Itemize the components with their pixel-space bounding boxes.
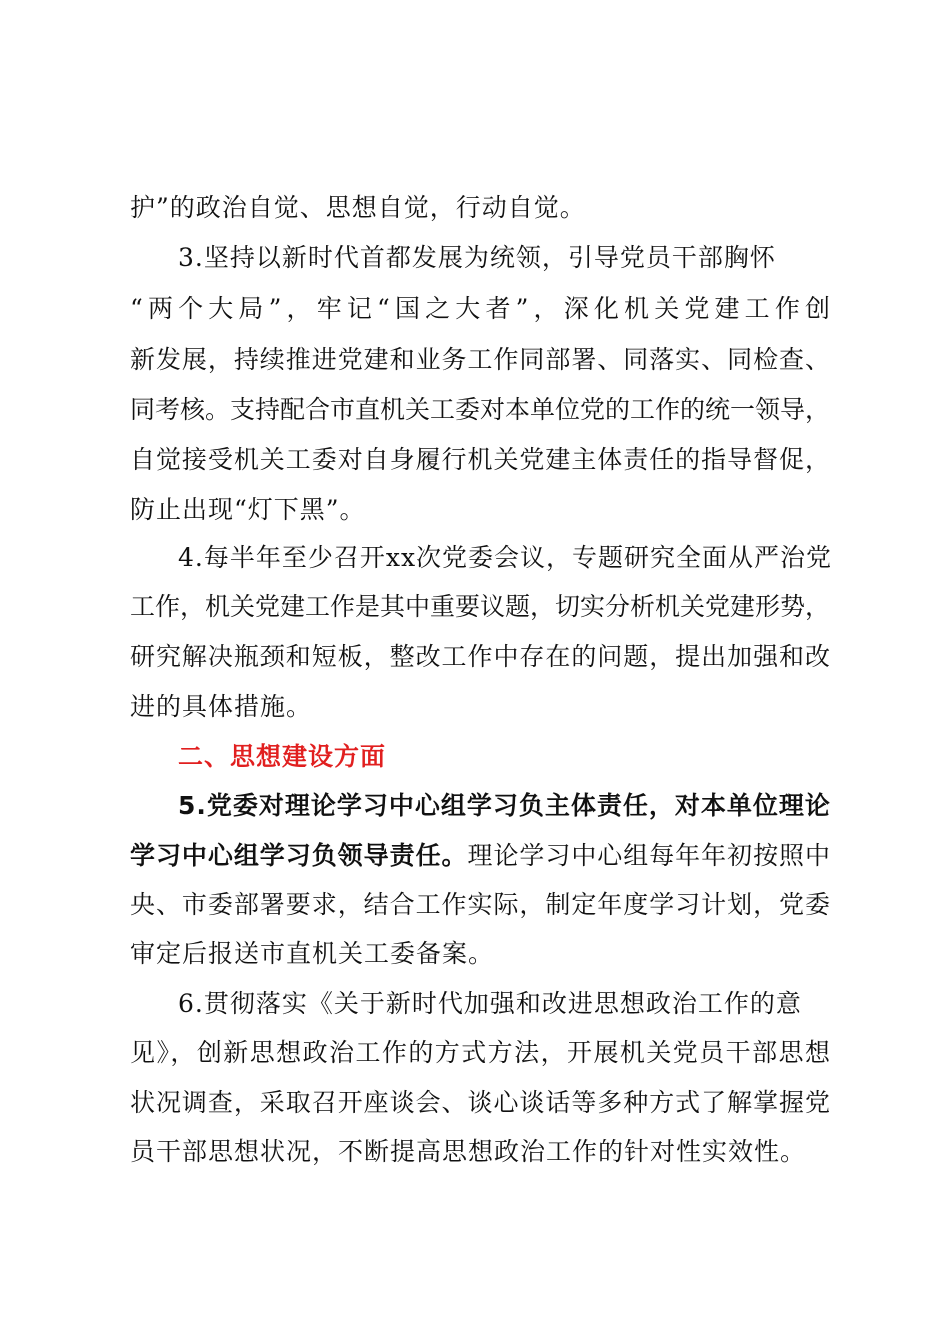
paragraph-line-bold: 5.党委对理论学习中心组学习负主体责任，对本单位理论	[178, 791, 831, 820]
paragraph-line: 状况调查，采取召开座谈会、谈心谈话等多种方式了解掌握党	[130, 1088, 830, 1117]
paragraph-line: 4.每半年至少召开xx次党委会议，专题研究全面从严治党	[178, 543, 833, 572]
paragraph-line: 见》，创新思想政治工作的方式方法，开展机关党员干部思想	[130, 1038, 830, 1067]
section-heading: 二、思想建设方面	[178, 742, 387, 771]
paragraph-line: 6.贯彻落实《关于新时代加强和改进思想政治工作的意	[178, 989, 802, 1018]
paragraph-line: 护”的政治自觉、思想自觉，行动自觉。	[130, 193, 586, 222]
paragraph-line: 工作，机关党建工作是其中重要议题，切实分析机关党建形势，	[130, 592, 831, 621]
paragraph-line: 3.坚持以新时代首都发展为统领，引导党员干部胸怀	[178, 243, 776, 272]
paragraph-line: 央、市委部署要求，结合工作实际，制定年度学习计划，党委	[130, 890, 830, 919]
normal-phrase: 理论学习中心组每年年初按照中	[467, 841, 830, 870]
paragraph-line: 审定后报送市直机关工委备案。	[130, 939, 495, 968]
paragraph-line: 研究解决瓶颈和短板，整改工作中存在的问题，提出加强和改	[130, 642, 830, 671]
bold-phrase: 学习中心组学习负领导责任。	[130, 841, 468, 870]
paragraph-line	[130, 839, 830, 873]
paragraph-line: 新发展，持续推进党建和业务工作同部署、同落实、同检查、	[130, 345, 830, 374]
paragraph-line: 员干部思想状况，不断提高思想政治工作的针对性实效性。	[130, 1137, 807, 1166]
paragraph-line: 进的具体措施。	[130, 692, 313, 721]
paragraph-line: “两个大局”，牢记“国之大者”，深化机关党建工作创	[130, 294, 830, 323]
paragraph-line: 防止出现“灯下黑”。	[130, 495, 366, 524]
paragraph-line: 自觉接受机关工委对自身履行机关党建主体责任的指导督促，	[130, 445, 830, 474]
paragraph-line: 同考核。支持配合市直机关工委对本单位党的工作的统一领导，	[130, 395, 831, 424]
